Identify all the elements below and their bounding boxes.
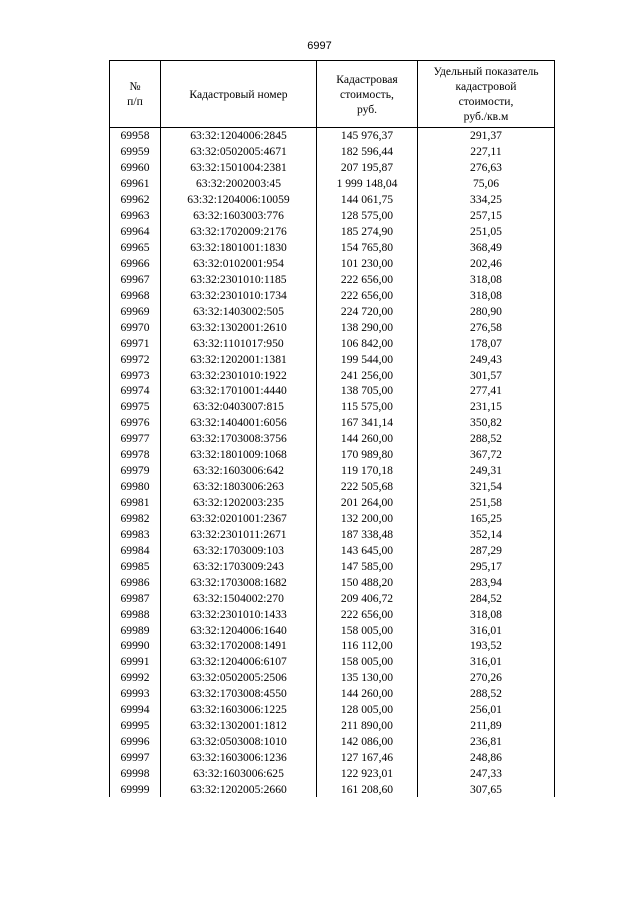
cadastral-value-cell: 147 585,00 [317,558,418,574]
table-row [110,781,555,797]
cadastral-value-cell: 167 341,14 [317,415,418,431]
cadastral-number-cell: 63:32:1101017:950 [161,335,317,351]
row-number-cell: 69983 [110,526,161,542]
cadastral-number-cell: 63:32:1501004:2381 [161,160,317,176]
cadastral-number-cell: 63:32:0503008:1010 [161,734,317,750]
cadastral-number-cell: 63:32:0102001:954 [161,256,317,272]
header-specific-indicator-line: кадастровой [455,80,517,93]
specific-indicator-cell: 178,07 [418,335,555,351]
row-number-cell: 69977 [110,431,161,447]
cadastral-value-cell: 144 061,75 [317,192,418,208]
specific-indicator-cell: 75,06 [418,176,555,192]
specific-indicator-cell: 284,52 [418,590,555,606]
specific-indicator-cell: 249,31 [418,463,555,479]
row-number-cell: 69966 [110,256,161,272]
cadastral-value-cell: 182 596,44 [317,144,418,160]
specific-indicator-cell: 352,14 [418,526,555,542]
cadastral-value-cell: 222 656,00 [317,287,418,303]
specific-indicator-cell: 236,81 [418,734,555,750]
specific-indicator-cell: 318,08 [418,271,555,287]
row-number-cell: 69997 [110,750,161,766]
table-body [110,128,555,798]
cadastral-value-cell: 185 274,90 [317,224,418,240]
table-row [110,526,555,542]
table-row [110,670,555,686]
table-row [110,224,555,240]
header-cadastral-value-line: Кадастровая [336,72,398,86]
header-cadastral-value-line: руб. [356,102,378,116]
table-row [110,463,555,479]
cadastral-value-cell: 170 989,80 [317,447,418,463]
specific-indicator-cell: 256,01 [418,702,555,718]
specific-indicator-cell: 165,25 [418,511,555,527]
table-row [110,287,555,303]
cadastral-number-cell: 63:32:1702008:1491 [161,638,317,654]
row-number-cell: 69985 [110,558,161,574]
row-number-cell: 69982 [110,511,161,527]
table-row [110,511,555,527]
cadastral-number-cell: 63:32:2301010:1734 [161,287,317,303]
specific-indicator-cell: 316,01 [418,622,555,638]
cadastral-value-cell: 154 765,80 [317,240,418,256]
cadastral-value-cell: 209 406,72 [317,590,418,606]
cadastral-number-cell: 63:32:0201001:2367 [161,511,317,527]
cadastral-number-cell: 63:32:1603003:776 [161,208,317,224]
specific-indicator-cell: 211,89 [418,718,555,734]
table-row [110,750,555,766]
cadastral-value-cell: 222 656,00 [317,606,418,622]
cadastral-value-cell: 158 005,00 [317,654,418,670]
specific-indicator-cell: 249,43 [418,351,555,367]
cadastral-number-cell: 63:32:1703008:3756 [161,431,317,447]
cadastral-number-cell: 63:32:1404001:6056 [161,415,317,431]
cadastral-number-cell: 63:32:2301010:1185 [161,271,317,287]
cadastral-value-cell: 144 260,00 [317,686,418,702]
specific-indicator-cell: 288,52 [418,431,555,447]
cadastral-value-cell: 143 645,00 [317,542,418,558]
header-row [110,61,555,128]
table-row [110,399,555,415]
specific-indicator-cell: 257,15 [418,208,555,224]
cadastral-value-cell: 158 005,00 [317,622,418,638]
specific-indicator-cell: 367,72 [418,447,555,463]
table-row [110,734,555,750]
row-number-cell: 69981 [110,495,161,511]
table-header [110,61,555,128]
cadastral-number-cell: 63:32:0502005:2506 [161,670,317,686]
table-row [110,686,555,702]
row-number-cell: 69972 [110,351,161,367]
specific-indicator-cell: 280,90 [418,303,555,319]
table-row [110,351,555,367]
row-number-cell: 69998 [110,766,161,782]
table-row [110,367,555,383]
table-row [110,144,555,160]
row-number-cell: 69986 [110,574,161,590]
table-row [110,654,555,670]
cadastral-value-cell: 101 230,00 [317,256,418,272]
row-number-cell: 69994 [110,702,161,718]
cadastral-number-cell: 63:32:1701001:4440 [161,383,317,399]
cadastral-value-cell: 106 842,00 [317,335,418,351]
table-row [110,542,555,558]
specific-indicator-cell: 316,01 [418,654,555,670]
cadastral-number-cell: 63:32:1204006:1640 [161,622,317,638]
row-number-cell: 69993 [110,686,161,702]
header-number-line: № [129,80,141,93]
row-number-cell: 69991 [110,654,161,670]
row-number-cell: 69971 [110,335,161,351]
specific-indicator-cell: 287,29 [418,542,555,558]
specific-indicator-cell: 277,41 [418,383,555,399]
specific-indicator-cell: 247,33 [418,766,555,782]
row-number-cell: 69975 [110,399,161,415]
row-number-cell: 69978 [110,447,161,463]
table-row [110,606,555,622]
cadastral-number-cell: 63:32:1603006:642 [161,463,317,479]
row-number-cell: 69974 [110,383,161,399]
row-number-cell: 69968 [110,287,161,303]
cadastral-number-cell: 63:32:0403007:815 [161,399,317,415]
table-row [110,271,555,287]
table-row [110,558,555,574]
specific-indicator-cell: 301,57 [418,367,555,383]
header-cadastral-value [317,61,418,128]
cadastral-number-cell: 63:32:1603006:1236 [161,750,317,766]
cadastral-value-cell: 115 575,00 [317,399,418,415]
cadastral-number-cell: 63:32:1403002:505 [161,303,317,319]
cadastral-number-cell: 63:32:1204006:2845 [161,128,317,144]
row-number-cell: 69976 [110,415,161,431]
cadastral-value-cell: 150 488,20 [317,574,418,590]
cadastral-number-cell: 63:32:1803006:263 [161,479,317,495]
cadastral-number-cell: 63:32:2002003:45 [161,176,317,192]
cadastral-value-cell: 142 086,00 [317,734,418,750]
cadastral-number-cell: 63:32:1603006:1225 [161,702,317,718]
row-number-cell: 69990 [110,638,161,654]
row-number-cell: 69970 [110,319,161,335]
row-number-cell: 69962 [110,192,161,208]
header-specific-indicator-line: Удельный показатель [433,65,539,78]
row-number-cell: 69965 [110,240,161,256]
cadastral-value-cell: 222 505,68 [317,479,418,495]
table-row [110,495,555,511]
cadastral-number-cell: 63:32:1703008:1682 [161,574,317,590]
table-row [110,335,555,351]
cadastral-value-cell: 222 656,00 [317,271,418,287]
cadastral-value-cell: 1 999 148,04 [317,176,418,192]
table-row [110,702,555,718]
specific-indicator-cell: 334,25 [418,192,555,208]
cadastral-value-cell: 116 112,00 [317,638,418,654]
header-specific-indicator-line: руб./кв.м [463,110,509,123]
table-row [110,590,555,606]
row-number-cell: 69996 [110,734,161,750]
cadastral-value-cell: 207 195,87 [317,160,418,176]
specific-indicator-cell: 251,05 [418,224,555,240]
cadastral-value-cell: 132 200,00 [317,511,418,527]
table-row [110,622,555,638]
cadastral-number-cell: 63:32:2301010:1922 [161,367,317,383]
row-number-cell: 69988 [110,606,161,622]
table-row [110,447,555,463]
cadastral-value-cell: 201 264,00 [317,495,418,511]
row-number-cell: 69999 [110,781,161,797]
specific-indicator-cell: 227,11 [418,144,555,160]
cadastral-number-cell: 63:32:1204006:10059 [161,192,317,208]
specific-indicator-cell: 276,63 [418,160,555,176]
cadastral-value-cell: 119 170,18 [317,463,418,479]
cadastral-number-cell: 63:32:1703008:4550 [161,686,317,702]
row-number-cell: 69995 [110,718,161,734]
cadastral-value-cell: 224 720,00 [317,303,418,319]
table-row [110,766,555,782]
cadastral-value-cell: 161 208,60 [317,781,418,797]
page-number: 6997 [307,40,332,52]
cadastral-number-cell: 63:32:1202005:2660 [161,781,317,797]
row-number-cell: 69958 [110,128,161,144]
specific-indicator-cell: 251,58 [418,495,555,511]
row-number-cell: 69961 [110,176,161,192]
cadastral-number-cell: 63:32:1703009:103 [161,542,317,558]
cadastral-number-cell: 63:32:1302001:2610 [161,319,317,335]
cadastral-value-table [109,60,555,797]
specific-indicator-cell: 270,26 [418,670,555,686]
table-row [110,128,555,144]
specific-indicator-cell: 318,08 [418,606,555,622]
specific-indicator-cell: 193,52 [418,638,555,654]
specific-indicator-cell: 283,94 [418,574,555,590]
cadastral-number-cell: 63:32:1504002:270 [161,590,317,606]
header-cadastral-value-line: стоимость, [340,87,394,101]
table-row [110,479,555,495]
cadastral-value-cell: 138 705,00 [317,383,418,399]
cadastral-number-cell: 63:32:1204006:6107 [161,654,317,670]
specific-indicator-cell: 318,08 [418,287,555,303]
cadastral-value-cell: 145 976,37 [317,128,418,144]
cadastral-value-cell: 128 575,00 [317,208,418,224]
specific-indicator-cell: 368,49 [418,240,555,256]
row-number-cell: 69984 [110,542,161,558]
row-number-cell: 69980 [110,479,161,495]
cadastral-value-cell: 211 890,00 [317,718,418,734]
header-number-line: п/п [127,95,143,108]
cadastral-value-cell: 187 338,48 [317,526,418,542]
table-row [110,718,555,734]
cadastral-number-cell: 63:32:0502005:4671 [161,144,317,160]
table-row [110,431,555,447]
row-number-cell: 69979 [110,463,161,479]
cadastral-number-cell: 63:32:1703009:243 [161,558,317,574]
table-row [110,192,555,208]
cadastral-number-cell: 63:32:1801009:1068 [161,447,317,463]
table-row [110,208,555,224]
cadastral-value-cell: 138 290,00 [317,319,418,335]
row-number-cell: 69959 [110,144,161,160]
row-number-cell: 69987 [110,590,161,606]
cadastral-number-cell: 63:32:1202003:235 [161,495,317,511]
cadastral-number-cell: 63:32:1603006:625 [161,766,317,782]
header-cadastral-number [161,61,317,128]
cadastral-value-cell: 122 923,01 [317,766,418,782]
row-number-cell: 69967 [110,271,161,287]
specific-indicator-cell: 248,86 [418,750,555,766]
specific-indicator-cell: 291,37 [418,128,555,144]
table-row [110,415,555,431]
cadastral-value-cell: 241 256,00 [317,367,418,383]
specific-indicator-cell: 202,46 [418,256,555,272]
cadastral-value-cell: 128 005,00 [317,702,418,718]
table-row [110,638,555,654]
row-number-cell: 69969 [110,303,161,319]
cadastral-value-cell: 127 167,46 [317,750,418,766]
cadastral-number-cell: 63:32:1202001:1381 [161,351,317,367]
row-number-cell: 69992 [110,670,161,686]
cadastral-number-cell: 63:32:1702009:2176 [161,224,317,240]
header-cadastral-number-label: Кадастровый номер [189,87,288,101]
header-specific-indicator-line: стоимости, [458,95,514,108]
table-row [110,303,555,319]
cadastral-value-cell: 144 260,00 [317,431,418,447]
cadastral-number-cell: 63:32:1302001:1812 [161,718,317,734]
row-number-cell: 69960 [110,160,161,176]
cadastral-number-cell: 63:32:2301011:2671 [161,526,317,542]
table-row [110,574,555,590]
specific-indicator-cell: 295,17 [418,558,555,574]
table-row [110,319,555,335]
table-row [110,383,555,399]
specific-indicator-cell: 321,54 [418,479,555,495]
cadastral-number-cell: 63:32:1801001:1830 [161,240,317,256]
cadastral-value-cell: 199 544,00 [317,351,418,367]
table-row [110,160,555,176]
table-row [110,256,555,272]
specific-indicator-cell: 288,52 [418,686,555,702]
table-row [110,240,555,256]
row-number-cell: 69964 [110,224,161,240]
specific-indicator-cell: 350,82 [418,415,555,431]
cadastral-value-cell: 135 130,00 [317,670,418,686]
header-number [110,61,161,128]
specific-indicator-cell: 231,15 [418,399,555,415]
specific-indicator-cell: 276,58 [418,319,555,335]
row-number-cell: 69989 [110,622,161,638]
cadastral-number-cell: 63:32:2301010:1433 [161,606,317,622]
header-specific-indicator [418,61,555,128]
row-number-cell: 69973 [110,367,161,383]
table-row [110,176,555,192]
specific-indicator-cell: 307,65 [418,781,555,797]
row-number-cell: 69963 [110,208,161,224]
